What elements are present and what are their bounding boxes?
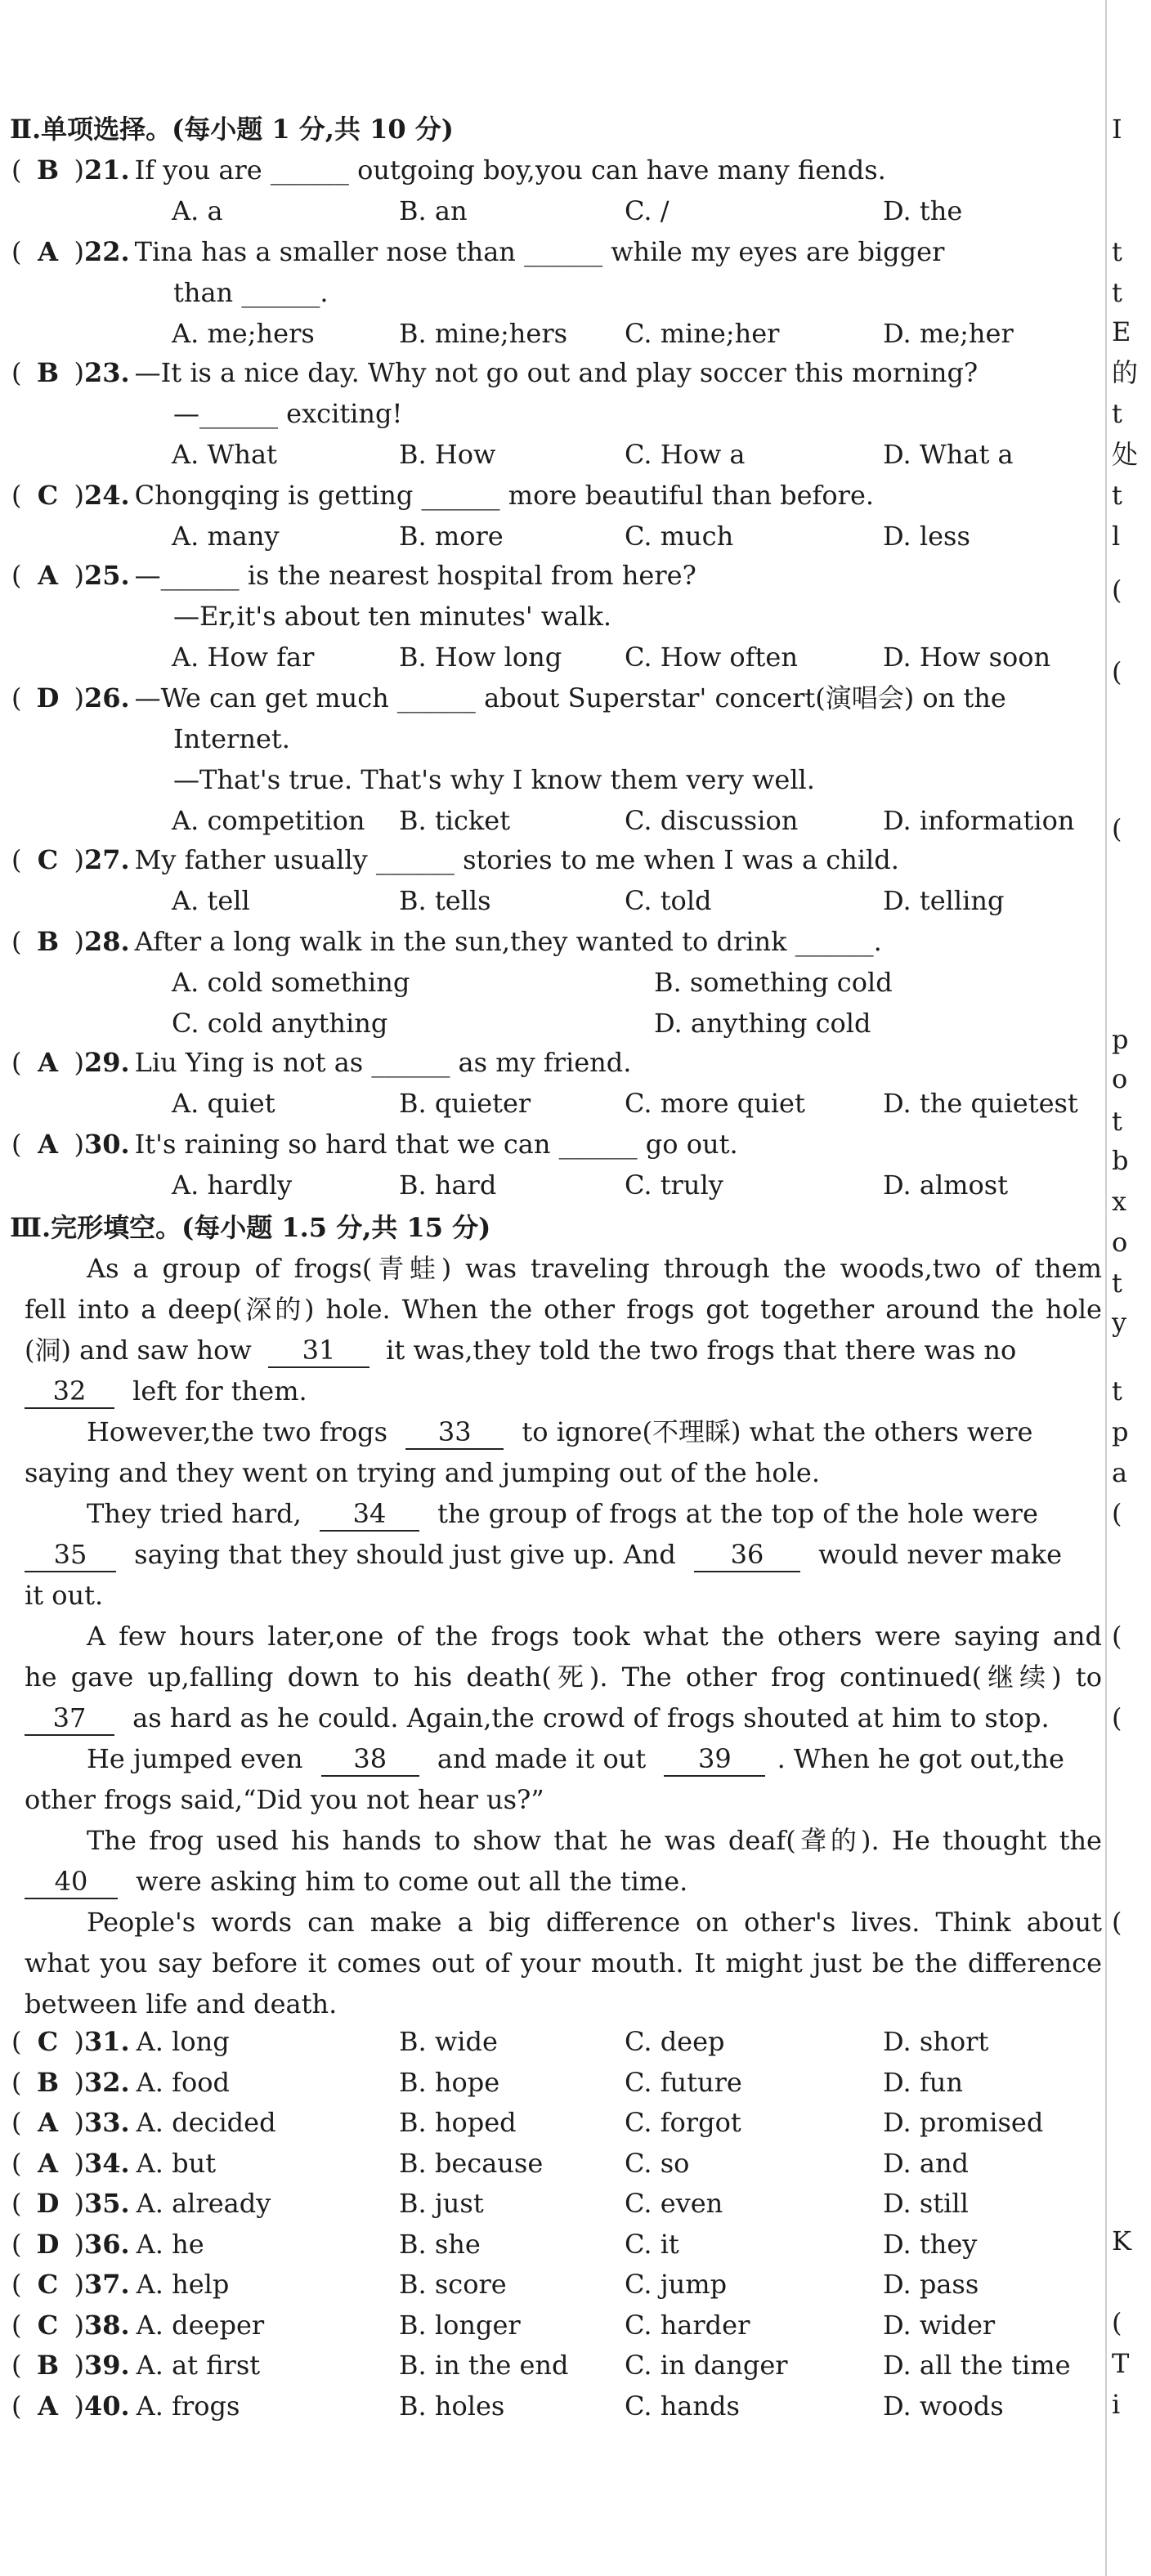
bracket-close: ) bbox=[74, 560, 84, 591]
option-b: B. because bbox=[399, 2147, 544, 2179]
option-b: B. in the end bbox=[399, 2350, 569, 2381]
bracket-open: ( bbox=[11, 2309, 22, 2341]
option-a: A. deeper bbox=[136, 2309, 265, 2341]
passage-line bbox=[25, 1536, 1062, 1572]
clipped-char: t bbox=[1112, 480, 1122, 511]
question-number: 35. bbox=[83, 2188, 130, 2219]
question-stem: than ______. bbox=[173, 277, 329, 308]
question-number: 36. bbox=[83, 2228, 130, 2260]
clipped-char: ( bbox=[1112, 575, 1122, 606]
option-b: B. How bbox=[399, 439, 496, 470]
bracket-open: ( bbox=[11, 2188, 22, 2219]
passage-text: (洞) and saw how bbox=[25, 1335, 252, 1366]
bracket-open: ( bbox=[11, 2107, 22, 2138]
blank-31: 31 bbox=[268, 1334, 369, 1368]
option-d: D. short bbox=[883, 2026, 989, 2057]
passage-line: other frogs said,“Did you not hear us?” bbox=[25, 1784, 544, 1815]
bracket-close: ) bbox=[74, 154, 84, 186]
clipped-char: I bbox=[1112, 114, 1122, 145]
bracket-close: ) bbox=[74, 2147, 84, 2179]
option-c: C. truly bbox=[625, 1169, 723, 1201]
option-a: A. a bbox=[172, 195, 223, 226]
answer-letter: C bbox=[37, 2309, 59, 2341]
question-number: 27. bbox=[83, 844, 130, 875]
option-a: A. but bbox=[136, 2147, 217, 2179]
option-a: A. me;hers bbox=[172, 318, 315, 349]
bracket-close: ) bbox=[74, 2026, 84, 2057]
question-stem: —______ is the nearest hospital from here? bbox=[134, 560, 696, 591]
question-number: 25. bbox=[83, 560, 130, 591]
answer-bracket bbox=[11, 1044, 631, 1080]
option-d: D. they bbox=[883, 2228, 978, 2260]
section-2-title: Ⅱ.单项选择。(每小题 1 分,共 10 分) bbox=[10, 114, 454, 145]
question-number: 39. bbox=[83, 2350, 130, 2381]
clipped-char: E bbox=[1112, 316, 1131, 347]
answer-letter: B bbox=[36, 926, 59, 957]
option-a: A. How far bbox=[172, 642, 315, 673]
option-b: B. ticket bbox=[399, 805, 511, 836]
option-d: D. all the time bbox=[883, 2350, 1071, 2381]
option-a: A. quiet bbox=[172, 1088, 275, 1119]
question-stem: —It is a nice day. Why not go out and play soccer this morning? bbox=[134, 357, 979, 388]
option-c: C. hands bbox=[625, 2390, 740, 2422]
passage-line bbox=[25, 1373, 307, 1409]
answer-bracket bbox=[11, 234, 944, 270]
bracket-open: ( bbox=[11, 2066, 22, 2098]
answer-bracket bbox=[11, 1126, 738, 1162]
blank-36: 36 bbox=[694, 1538, 800, 1572]
bracket-close: ) bbox=[74, 2350, 84, 2381]
answer-bracket bbox=[11, 842, 899, 878]
option-a: A. food bbox=[136, 2066, 230, 2098]
answer-letter: A bbox=[38, 1129, 58, 1160]
option-a: A. competition bbox=[172, 805, 365, 836]
next-column-clip bbox=[1108, 0, 1151, 2576]
question-number: 23. bbox=[83, 357, 130, 388]
passage-line: The frog used his hands to show that he was deaf(聋的). He thought the bbox=[87, 1825, 1102, 1856]
passage-line: saying and they went on trying and jumping out of the hole. bbox=[25, 1457, 821, 1488]
option-b: B. longer bbox=[399, 2309, 521, 2341]
option-c: C. in danger bbox=[625, 2350, 788, 2381]
answer-letter: D bbox=[36, 2188, 60, 2219]
option-d: D. telling bbox=[883, 885, 1005, 916]
question-number: 29. bbox=[83, 1047, 130, 1078]
option-b: B. tells bbox=[399, 885, 491, 916]
blank-40: 40 bbox=[25, 1865, 118, 1899]
answer-letter: A bbox=[38, 2390, 58, 2422]
bracket-close: ) bbox=[74, 926, 84, 957]
clipped-char: y bbox=[1112, 1307, 1127, 1338]
bracket-close: ) bbox=[74, 682, 84, 713]
passage-text: left for them. bbox=[132, 1375, 307, 1407]
blank-39: 39 bbox=[664, 1742, 765, 1777]
bracket-close: ) bbox=[74, 357, 84, 388]
option-d: D. fun bbox=[883, 2066, 963, 2098]
bracket-open: ( bbox=[11, 1129, 22, 1160]
option-b: B. score bbox=[399, 2269, 507, 2300]
option-b: B. wide bbox=[399, 2026, 498, 2057]
answer-bracket bbox=[11, 2226, 204, 2262]
bracket-open: ( bbox=[11, 926, 22, 957]
passage-text: saying that they should just give up. And bbox=[134, 1539, 676, 1570]
question-stem-line bbox=[173, 396, 402, 432]
answer-bracket bbox=[11, 152, 886, 188]
passage-line: between life and death. bbox=[25, 1988, 338, 2019]
answer-bracket bbox=[11, 2266, 229, 2302]
passage-line: People's words can make a big difference on other's lives. Think about bbox=[87, 1907, 1102, 1938]
option-b: B. just bbox=[399, 2188, 484, 2219]
answer-bracket bbox=[11, 2064, 230, 2100]
clipped-char: t bbox=[1112, 236, 1122, 267]
question-stem-line bbox=[173, 721, 290, 757]
option-c: C. it bbox=[625, 2228, 679, 2260]
blank-33: 33 bbox=[405, 1415, 504, 1450]
question-number: 30. bbox=[83, 1129, 130, 1160]
question-stem-line bbox=[173, 275, 329, 311]
bracket-open: ( bbox=[11, 844, 22, 875]
answer-bracket bbox=[11, 2307, 264, 2343]
bracket-open: ( bbox=[11, 2147, 22, 2179]
answer-bracket bbox=[11, 2024, 230, 2059]
clipped-char: p bbox=[1112, 1416, 1129, 1447]
answer-bracket bbox=[11, 477, 874, 513]
clipped-char: ( bbox=[1112, 1907, 1122, 1938]
answer-bracket bbox=[11, 557, 696, 593]
clipped-char: 处 bbox=[1112, 439, 1139, 470]
question-number: 26. bbox=[83, 682, 130, 713]
bracket-open: ( bbox=[11, 682, 22, 713]
option-a: A. tell bbox=[172, 885, 250, 916]
option-c: C. deep bbox=[625, 2026, 725, 2057]
option-d: D. wider bbox=[883, 2309, 996, 2341]
passage-text: as hard as he could. Again,the crowd of frogs shouted at him to stop. bbox=[132, 1702, 1050, 1733]
option-d: D. woods bbox=[883, 2390, 1004, 2422]
passage-text: were asking him to come out all the time. bbox=[136, 1866, 688, 1897]
answer-letter: A bbox=[38, 1047, 58, 1078]
answer-letter: A bbox=[38, 2107, 58, 2138]
option-b: B. more bbox=[399, 521, 504, 552]
option-a: A. help bbox=[136, 2269, 230, 2300]
answer-bracket bbox=[11, 2388, 240, 2424]
bracket-open: ( bbox=[11, 236, 22, 267]
clipped-char: t bbox=[1112, 277, 1122, 308]
blank-32: 32 bbox=[25, 1375, 114, 1409]
clipped-char: t bbox=[1112, 1268, 1122, 1299]
option-c: C. discussion bbox=[625, 805, 799, 836]
option-c: C. / bbox=[625, 195, 670, 226]
option-d: D. What a bbox=[883, 439, 1014, 470]
question-stem: Internet. bbox=[173, 723, 290, 754]
question-stem: —______ exciting! bbox=[173, 398, 403, 429]
bracket-open: ( bbox=[11, 357, 22, 388]
answer-bracket bbox=[11, 355, 978, 391]
option-a: A. at first bbox=[136, 2350, 261, 2381]
clipped-char: 的 bbox=[1112, 357, 1139, 388]
clipped-char: ( bbox=[1112, 1498, 1122, 1529]
bracket-close: ) bbox=[74, 2228, 84, 2260]
option-a: A. he bbox=[136, 2228, 204, 2260]
question-number: 37. bbox=[83, 2269, 130, 2300]
bracket-close: ) bbox=[74, 2309, 84, 2341]
bracket-close: ) bbox=[74, 2390, 84, 2422]
answer-letter: A bbox=[38, 236, 58, 267]
clipped-char: o bbox=[1112, 1227, 1128, 1258]
option-a: A. cold something bbox=[172, 967, 410, 998]
passage-text: to ignore(不理睬) what the others were bbox=[522, 1416, 1033, 1447]
question-stem: Liu Ying is not as ______ as my friend. bbox=[134, 1047, 632, 1078]
question-number: 38. bbox=[83, 2309, 130, 2341]
passage-line: A few hours later,one of the frogs took what the others were saying and bbox=[87, 1621, 1102, 1652]
option-c: C. so bbox=[625, 2147, 690, 2179]
option-c: C. jump bbox=[625, 2269, 728, 2300]
option-a: A. frogs bbox=[136, 2390, 240, 2422]
question-stem: —That's true. That's why I know them very well. bbox=[173, 764, 815, 795]
answer-letter: D bbox=[36, 2228, 60, 2260]
question-number: 33. bbox=[83, 2107, 130, 2138]
option-b: B. quieter bbox=[399, 1088, 531, 1119]
clipped-char: t bbox=[1112, 1375, 1122, 1407]
bracket-open: ( bbox=[11, 2269, 22, 2300]
clipped-char: a bbox=[1112, 1457, 1128, 1488]
option-b: B. mine;hers bbox=[399, 318, 568, 349]
question-number: 31. bbox=[83, 2026, 130, 2057]
question-number: 22. bbox=[83, 236, 130, 267]
option-a: A. already bbox=[136, 2188, 271, 2219]
answer-letter: C bbox=[37, 2026, 59, 2057]
option-d: D. the quietest bbox=[883, 1088, 1078, 1119]
bracket-close: ) bbox=[74, 2188, 84, 2219]
passage-text: However,the two frogs bbox=[87, 1416, 388, 1447]
clipped-char: ( bbox=[1112, 813, 1122, 844]
question-number: 40. bbox=[83, 2390, 130, 2422]
option-a: A. What bbox=[172, 439, 277, 470]
answer-bracket bbox=[11, 2185, 271, 2221]
bracket-open: ( bbox=[11, 2390, 22, 2422]
option-c: C. even bbox=[625, 2188, 723, 2219]
option-a: A. decided bbox=[136, 2107, 276, 2138]
blank-35: 35 bbox=[25, 1538, 116, 1572]
question-stem: If you are ______ outgoing boy,you can have many fiends. bbox=[134, 154, 886, 186]
question-stem-line bbox=[173, 762, 815, 798]
bracket-close: ) bbox=[74, 2269, 84, 2300]
option-d: D. almost bbox=[883, 1169, 1009, 1201]
clipped-char: o bbox=[1112, 1063, 1128, 1094]
answer-bracket bbox=[11, 2104, 276, 2140]
passage-text: . When he got out,the bbox=[777, 1743, 1064, 1774]
option-c: C. forgot bbox=[625, 2107, 741, 2138]
bracket-close: ) bbox=[74, 844, 84, 875]
option-d: D. promised bbox=[883, 2107, 1044, 2138]
answer-letter: D bbox=[36, 682, 60, 713]
bracket-open: ( bbox=[11, 560, 22, 591]
clipped-char: i bbox=[1112, 2389, 1121, 2420]
bracket-open: ( bbox=[11, 2228, 22, 2260]
bracket-open: ( bbox=[11, 1047, 22, 1078]
bracket-close: ) bbox=[74, 1129, 84, 1160]
question-stem: —We can get much ______ about Superstar' concert(演唱会) on the bbox=[134, 682, 1006, 713]
question-stem: My father usually ______ stories to me when I was a child. bbox=[134, 844, 899, 875]
option-c: C. How often bbox=[625, 642, 798, 673]
clipped-char: x bbox=[1112, 1186, 1127, 1217]
bracket-close: ) bbox=[74, 2107, 84, 2138]
option-c: C. told bbox=[625, 885, 712, 916]
option-c: C. harder bbox=[625, 2309, 750, 2341]
passage-text: He jumped even bbox=[87, 1743, 303, 1774]
answer-letter: A bbox=[38, 2147, 58, 2179]
passage-line: As a group of frogs(青蛙) was traveling through the woods,two of them bbox=[87, 1253, 1102, 1284]
answer-bracket bbox=[11, 680, 1006, 716]
answer-letter: C bbox=[37, 844, 59, 875]
option-b: B. hope bbox=[399, 2066, 500, 2098]
passage-line bbox=[25, 1700, 1050, 1736]
answer-letter: B bbox=[36, 357, 59, 388]
clipped-char: T bbox=[1112, 2348, 1130, 2379]
bracket-open: ( bbox=[11, 2026, 22, 2057]
clipped-char: t bbox=[1112, 398, 1122, 429]
passage-text: They tried hard, bbox=[87, 1498, 302, 1529]
option-c: C. How a bbox=[625, 439, 746, 470]
answer-letter: A bbox=[38, 560, 58, 591]
option-b: B. hard bbox=[399, 1169, 497, 1201]
option-b: B. an bbox=[399, 195, 468, 226]
option-b: B. hoped bbox=[399, 2107, 517, 2138]
option-d: D. How soon bbox=[883, 642, 1051, 673]
question-stem: After a long walk in the sun,they wanted to drink ______. bbox=[134, 926, 882, 957]
option-b: B. something cold bbox=[654, 967, 893, 998]
question-stem: Tina has a smaller nose than ______ while my eyes are bigger bbox=[134, 236, 945, 267]
blank-38: 38 bbox=[321, 1742, 419, 1777]
bracket-open: ( bbox=[11, 154, 22, 186]
question-stem: Chongqing is getting ______ more beautiful than before. bbox=[134, 480, 875, 511]
clipped-char: p bbox=[1112, 1024, 1129, 1055]
question-stem: —Er,it's about ten minutes' walk. bbox=[173, 601, 612, 632]
clipped-char: ( bbox=[1112, 656, 1122, 687]
blank-37: 37 bbox=[25, 1702, 114, 1736]
answer-letter: C bbox=[37, 480, 59, 511]
question-number: 28. bbox=[83, 926, 130, 957]
option-d: D. information bbox=[883, 805, 1075, 836]
question-number: 32. bbox=[83, 2066, 130, 2098]
option-d: D. the bbox=[883, 195, 963, 226]
passage-line bbox=[25, 1332, 1102, 1368]
option-d: D. still bbox=[883, 2188, 969, 2219]
bracket-close: ) bbox=[74, 1047, 84, 1078]
bracket-close: ) bbox=[74, 236, 84, 267]
bracket-open: ( bbox=[11, 2350, 22, 2381]
option-c: C. more quiet bbox=[625, 1088, 805, 1119]
option-b: B. she bbox=[399, 2228, 481, 2260]
answer-letter: C bbox=[37, 2269, 59, 2300]
option-a: A. long bbox=[136, 2026, 230, 2057]
option-d: D. pass bbox=[883, 2269, 979, 2300]
passage-line bbox=[87, 1741, 1064, 1777]
option-b: B. How long bbox=[399, 642, 562, 673]
option-c: C. much bbox=[625, 521, 734, 552]
question-number: 34. bbox=[83, 2147, 130, 2179]
passage-line: he gave up,falling down to his death(死). The other frog continued(继续) to bbox=[25, 1661, 1102, 1693]
answer-letter: B bbox=[36, 2066, 59, 2098]
blank-34: 34 bbox=[320, 1497, 419, 1532]
passage-line bbox=[87, 1496, 1038, 1532]
option-d: D. anything cold bbox=[654, 1008, 871, 1039]
option-a: A. hardly bbox=[172, 1169, 293, 1201]
answer-letter: B bbox=[36, 154, 59, 186]
question-stem-line bbox=[173, 598, 611, 634]
answer-bracket bbox=[11, 2347, 260, 2383]
bracket-open: ( bbox=[11, 480, 22, 511]
question-stem: It's raining so hard that we can ______ go out. bbox=[134, 1129, 738, 1160]
answer-bracket bbox=[11, 2145, 216, 2181]
option-b: B. holes bbox=[399, 2390, 505, 2422]
clipped-char: K bbox=[1112, 2225, 1131, 2256]
passage-line bbox=[87, 1414, 1032, 1450]
passage-line: what you say before it comes out of your mouth. It might just be the difference bbox=[25, 1948, 1102, 1979]
passage-text: and made it out bbox=[437, 1743, 647, 1774]
passage-text: it was,they told the two frogs that there was no bbox=[386, 1335, 1017, 1366]
clipped-char: ( bbox=[1112, 1702, 1122, 1733]
passage-line: it out. bbox=[25, 1580, 104, 1611]
option-c: C. cold anything bbox=[172, 1008, 388, 1039]
answer-bracket bbox=[11, 924, 882, 959]
option-c: C. future bbox=[625, 2066, 742, 2098]
answer-letter: B bbox=[36, 2350, 59, 2381]
question-number: 21. bbox=[83, 154, 130, 186]
option-c: C. mine;her bbox=[625, 318, 780, 349]
passage-text: would never make bbox=[818, 1539, 1063, 1570]
passage-line bbox=[25, 1863, 687, 1899]
option-d: D. less bbox=[883, 521, 970, 552]
column-divider bbox=[1105, 0, 1107, 2576]
clipped-char: b bbox=[1112, 1145, 1129, 1176]
clipped-char: ( bbox=[1112, 2307, 1122, 2338]
question-number: 24. bbox=[83, 480, 130, 511]
clipped-char: ( bbox=[1112, 1621, 1122, 1652]
option-d: D. and bbox=[883, 2147, 970, 2179]
clipped-char: t bbox=[1112, 1106, 1122, 1137]
clipped-char: l bbox=[1112, 521, 1121, 552]
passage-text: the group of frogs at the top of the hole were bbox=[437, 1498, 1038, 1529]
passage-line: fell into a deep(深的) hole. When the other frogs got together around the hole bbox=[25, 1294, 1102, 1325]
option-a: A. many bbox=[172, 521, 280, 552]
bracket-close: ) bbox=[74, 480, 84, 511]
section-3-title: Ⅲ.完形填空。(每小题 1.5 分,共 15 分) bbox=[10, 1212, 491, 1243]
option-d: D. me;her bbox=[883, 318, 1014, 349]
bracket-close: ) bbox=[74, 2066, 84, 2098]
